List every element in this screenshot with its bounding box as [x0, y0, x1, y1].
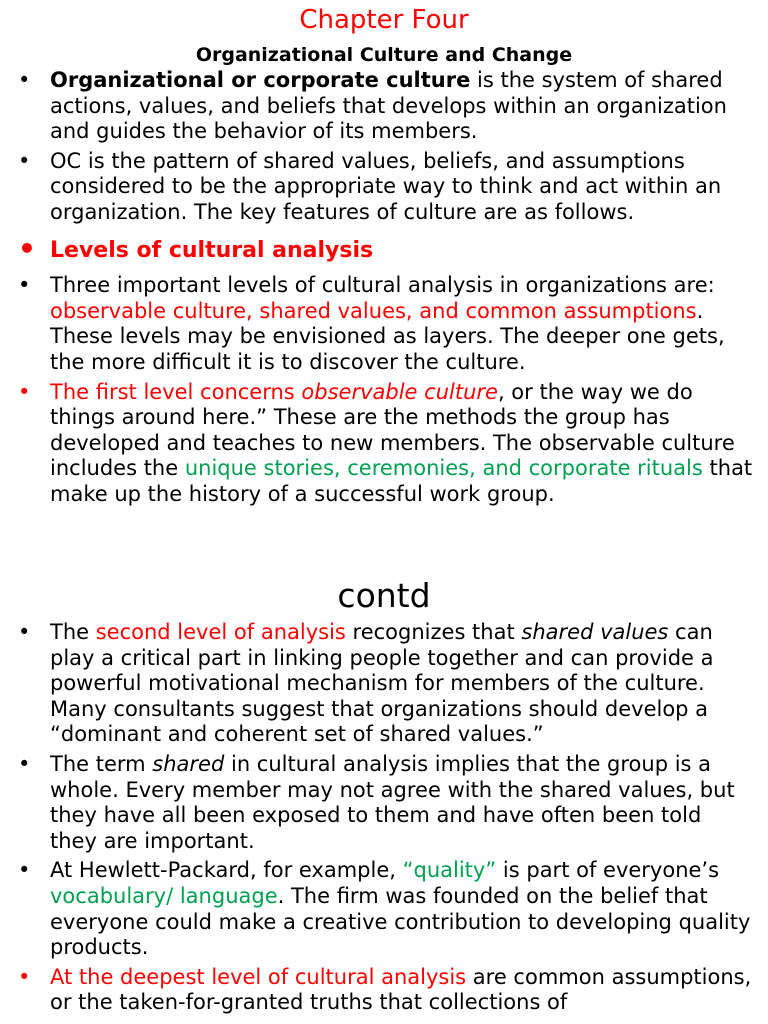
bullet-item-deepest-level — [0, 965, 768, 1016]
second-level-term: shared values — [521, 620, 669, 644]
second-level-highlight: second level of analysis — [95, 620, 346, 644]
hp-vocabulary: vocabulary/ language — [50, 883, 278, 908]
definition-term: Organizational or corporate culture — [50, 68, 471, 92]
section-heading — [0, 231, 768, 265]
bullet-list — [0, 620, 768, 1016]
shared-term: shared — [152, 751, 225, 776]
first-level-text-1: , or the way we do things around here.” These are the methods the group has developed and teaches to new members. The observable culture includes the — [50, 379, 735, 481]
bullet-icon: • — [18, 964, 31, 989]
slide-2 — [0, 572, 768, 1020]
three-levels-text-1: Three important levels of cultural analysis in organizations are: — [50, 273, 715, 298]
section-heading-text: Levels of cultural analysis — [50, 237, 374, 263]
hp-text-2: is part of everyone’s — [496, 858, 720, 883]
first-level-highlight: unique stories, ceremonies, and corporate rituals — [184, 456, 703, 481]
first-level-text-2: that make up the history of a successful work group. — [50, 456, 753, 506]
first-level-lead: The first level concerns — [50, 379, 302, 404]
first-level-term: observable culture — [301, 379, 498, 404]
bullet-item-oc-pattern — [0, 149, 768, 226]
bullet-item-second-level — [0, 620, 768, 748]
bullet-list — [0, 68, 768, 508]
deepest-level-lead: At the deepest level of cultural analysis — [50, 964, 467, 989]
bullet-icon: • — [18, 620, 31, 644]
bullet-item-hewlett-packard — [0, 858, 768, 960]
shared-term-text-2: in cultural analysis implies that the group is a whole. Every member may not agree with the shared values, but they have all been exposed to them and have often been told they are important. — [50, 751, 735, 853]
bullet-icon: • — [18, 858, 31, 883]
second-level-text-1: The — [50, 620, 96, 644]
deepest-level-text: are common assumptions, or the taken-for-granted truths that collections of — [50, 964, 752, 1015]
bullet-icon: • — [18, 148, 31, 173]
definition-text: is the system of shared actions, values, and beliefs that develops within an organization and guides the behavior of its members. — [50, 68, 727, 144]
bullet-icon: • — [18, 68, 31, 92]
shared-term-text-1: The term — [50, 751, 153, 776]
contd-title: contd — [337, 576, 431, 615]
bullet-icon: • — [18, 273, 31, 298]
bullet-item-three-levels — [0, 273, 768, 375]
hp-quality: “quality” — [402, 858, 497, 883]
second-level-text-3: can play a critical part in linking people together and can provide a powerful motivational mechanism for members of the culture. Many consultants suggest that organizations should develop a “dominant and coherent set of shared values.” — [50, 620, 714, 747]
bullet-item-definition — [0, 68, 768, 145]
three-levels-text-2: . These levels may be envisioned as layers. The deeper one gets, the more difficult it is to discover the culture. — [50, 298, 725, 374]
three-levels-highlight: observable culture, shared values, and common assumptions — [50, 298, 697, 323]
bullet-icon: • — [18, 751, 31, 776]
bullet-item-shared-term — [0, 752, 768, 854]
chapter-subtitle: Organizational Culture and Change — [195, 44, 573, 66]
bullet-icon: • — [18, 379, 31, 404]
second-level-text-2: recognizes that — [345, 620, 522, 644]
bullet-item-first-level — [0, 380, 768, 508]
bullet-icon: • — [18, 231, 36, 265]
hp-text-1: At Hewlett-Packard, for example, — [50, 858, 403, 883]
hp-text-3: . The firm was founded on the belief that everyone could make a creative contribution to developing quality products. — [50, 883, 751, 960]
oc-pattern-text: OC is the pattern of shared values, beliefs, and assumptions considered to be the appropriate way to think and act within an organization. The key features of culture are as follows. — [50, 148, 722, 224]
chapter-title: Chapter Four — [299, 5, 469, 35]
